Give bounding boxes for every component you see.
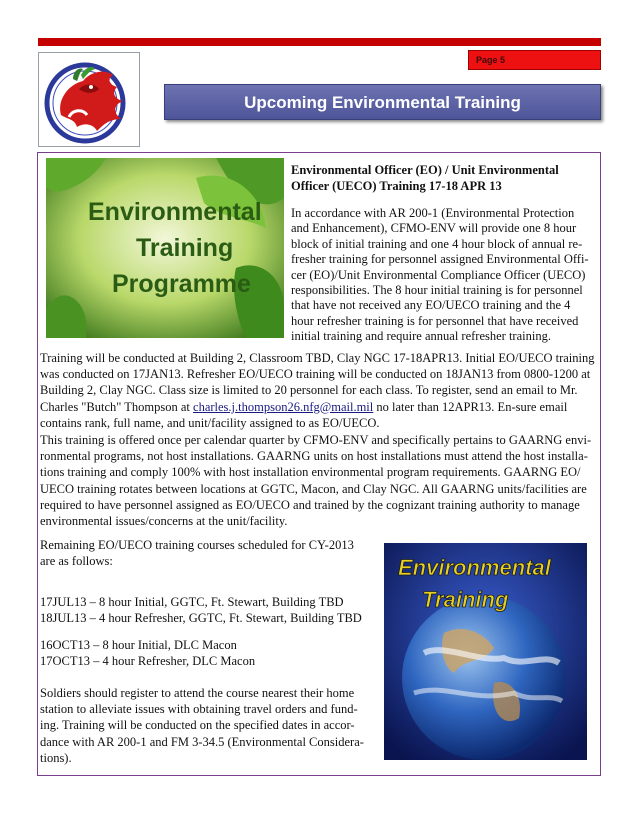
schedule-item: 18JUL13 – 4 hour Refresher, GGTC, Ft. Stewart, Building TBD	[40, 611, 362, 625]
training-text-part1: Training will be conducted at Building 2, Classroom TBD, Clay NGC 17-18APR13. Initial EO/UECO training was conducted on 17JAN13. Refresher EO/UECO training will be conducted on 18JAN13 from 0800-1200 at Building 2, Clay NGC. Class size is limited to 20 personnel for each class. To register, send an email to Mr. Charles "Butch" Thompson at	[40, 351, 595, 414]
globe-icon	[402, 596, 566, 760]
section-title-bar	[164, 84, 601, 120]
schedule-item: 17JUL13 – 8 hour Initial, GGTC, Ft. Stewart, Building TBD	[40, 595, 344, 609]
page-number-box	[468, 50, 601, 70]
top-accent-bar	[38, 38, 601, 46]
remaining-courses-intro: Remaining EO/UECO training courses scheduled for CY-2013 are as follows:	[40, 538, 354, 569]
contact-email-link[interactable]: charles.j.thompson26.nfg@mail.mil	[193, 399, 374, 414]
globe-image-line1: Environmental	[398, 555, 551, 580]
schedule-item: 17OCT13 – 4 hour Refresher, DLC Macon	[40, 654, 256, 668]
soldiers-paragraph: Soldiers should register to attend the course nearest their home station to alleviate issues with obtaining travel orders and fund-ing. Training will be conducted on the specified dates in accor-dance with AR 200-1 and FM 3-34.5 (Environmental Considera-tions).	[40, 686, 364, 765]
eo-training-heading: Environmental Officer (EO) / Unit Environmental Officer (UECO) Training 17-18 APR 13	[291, 163, 559, 193]
globe-image-line2: Training	[422, 587, 509, 612]
leaf-image-line2: Training	[136, 234, 234, 262]
dragon-emblem-icon	[39, 53, 141, 148]
eo-training-intro: In accordance with AR 200-1 (Environmental Protection and Enhancement), CFMO-ENV will provide one 8 hour block of initial training and one 4 hour block of annual re-fresher training for personnel assigned Environmental Offi-cer (EO)/Unit Environmental Compliance Officer (UECO) responsibilities. The 8 hour initial training is for personnel that have not received any EO/UECO training and the 4 hour refresher training is for personnel that have received initial training and require annual refresher training.	[291, 206, 589, 344]
training-paragraph	[40, 350, 596, 431]
environmental-training-globe-image	[384, 543, 587, 760]
leaf-image-line1: Environmental	[88, 198, 262, 226]
page-number: Page 5	[476, 55, 506, 65]
offered-paragraph: This training is offered once per calendar quarter by CFMO-ENV and specifically pertains to GAARNG envi-ronmental programs, not host installations. GAARNG units on host installations must attend the host installa-tions training and comply 100% with host installation environmental program requirements. GAARNG EO/ UECO training rotates between locations at GGTC, Macon, and Clay NGC. All GAARNG units/facilities are required to have personnel assigned as EO/UECO and trained by the cognizant training authority to manage environmental issues/concerns at the unit/facility.	[40, 433, 592, 529]
training-text-part2: no later than 12APR13. En-sure email contains rank, full name, and unit/facility assigned to as EO/UECO.	[40, 399, 568, 430]
page-title: Upcoming Environmental Training	[244, 93, 521, 112]
unit-logo	[38, 52, 140, 147]
schedule-item: 16OCT13 – 8 hour Initial, DLC Macon	[40, 638, 237, 652]
leaf-image-line3: Programme	[112, 270, 251, 298]
environmental-training-programme-image	[46, 158, 284, 338]
